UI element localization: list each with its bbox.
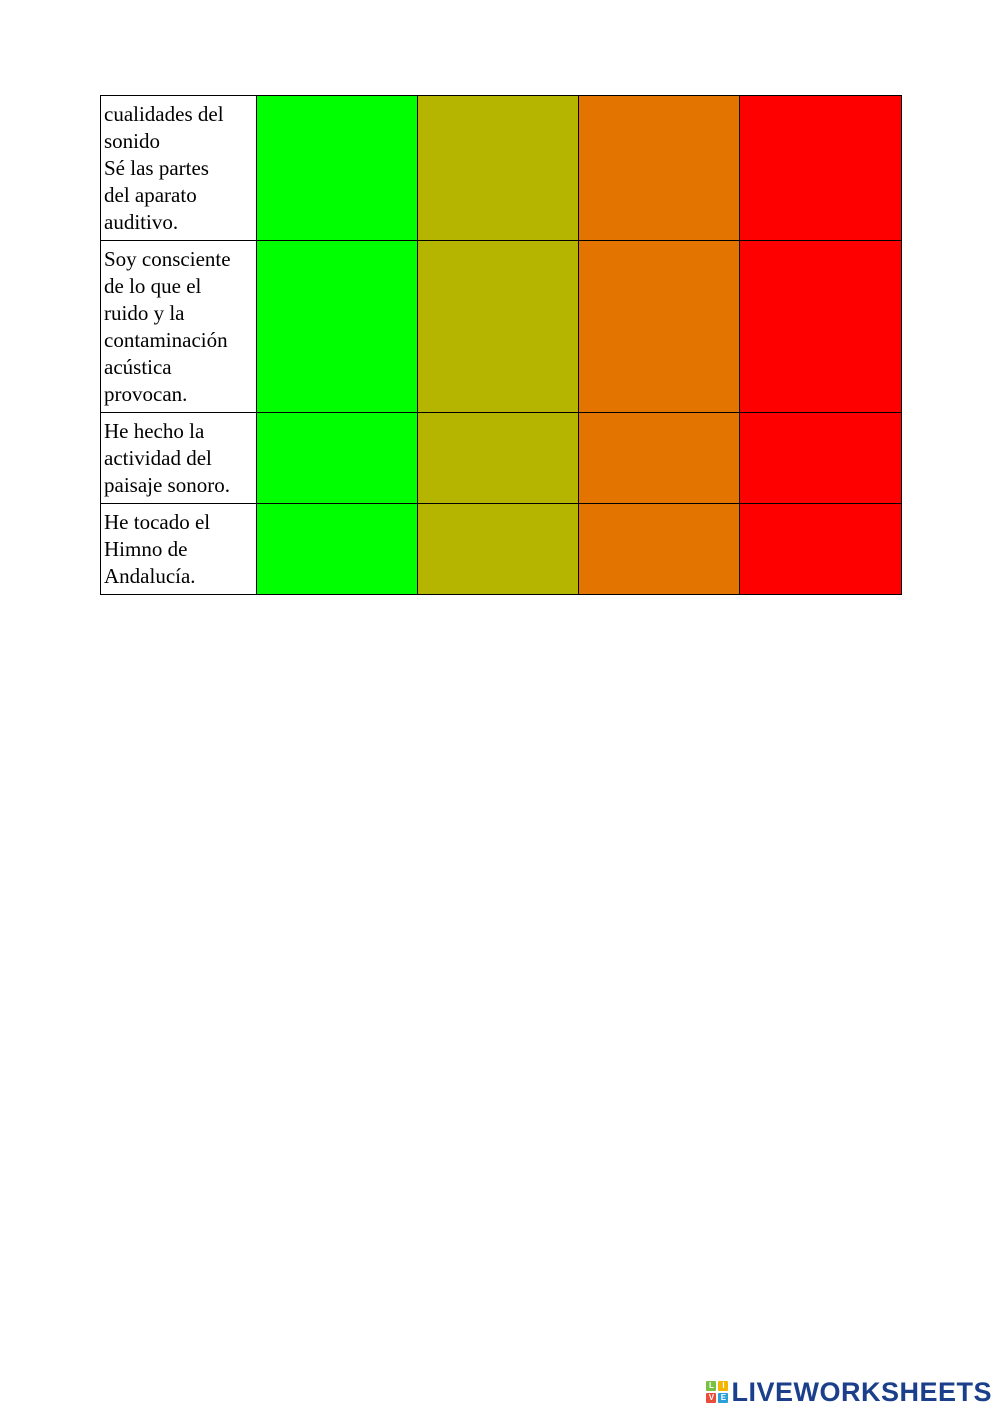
criterion-text: cualidades del sonido Sé las partes del aparato auditivo. xyxy=(104,102,224,234)
table-row xyxy=(101,96,902,241)
criterion-cell xyxy=(101,413,257,504)
level-green-cell[interactable] xyxy=(257,504,418,595)
table-row xyxy=(101,413,902,504)
criterion-text: He tocado el Himno de Andalucía. xyxy=(104,510,211,588)
level-green-cell[interactable] xyxy=(257,96,418,241)
table-row xyxy=(101,504,902,595)
table-row xyxy=(101,241,902,413)
level-green-cell[interactable] xyxy=(257,413,418,504)
liveworksheets-logo xyxy=(706,1377,992,1407)
brand-wordmark: LIVEWORKSHEETS xyxy=(731,1376,992,1407)
self-assessment-table xyxy=(100,95,902,595)
criterion-cell xyxy=(101,241,257,413)
level-red-cell[interactable] xyxy=(740,413,902,504)
level-red-cell[interactable] xyxy=(740,504,902,595)
level-orange-cell[interactable] xyxy=(579,96,740,241)
level-olive-cell[interactable] xyxy=(418,96,579,241)
level-red-cell[interactable] xyxy=(740,96,902,241)
level-olive-cell[interactable] xyxy=(418,241,579,413)
level-red-cell[interactable] xyxy=(740,241,902,413)
level-orange-cell[interactable] xyxy=(579,504,740,595)
criterion-cell xyxy=(101,96,257,241)
criterion-text: He hecho la actividad del paisaje sonoro. xyxy=(104,419,230,497)
live-blocks-icon: L I V E xyxy=(706,1381,728,1403)
level-olive-cell[interactable] xyxy=(418,413,579,504)
level-orange-cell[interactable] xyxy=(579,241,740,413)
level-green-cell[interactable] xyxy=(257,241,418,413)
criterion-cell xyxy=(101,504,257,595)
criterion-text: Soy consciente de lo que el ruido y la contaminación acústica provocan. xyxy=(104,247,231,406)
level-olive-cell[interactable] xyxy=(418,504,579,595)
level-orange-cell[interactable] xyxy=(579,413,740,504)
